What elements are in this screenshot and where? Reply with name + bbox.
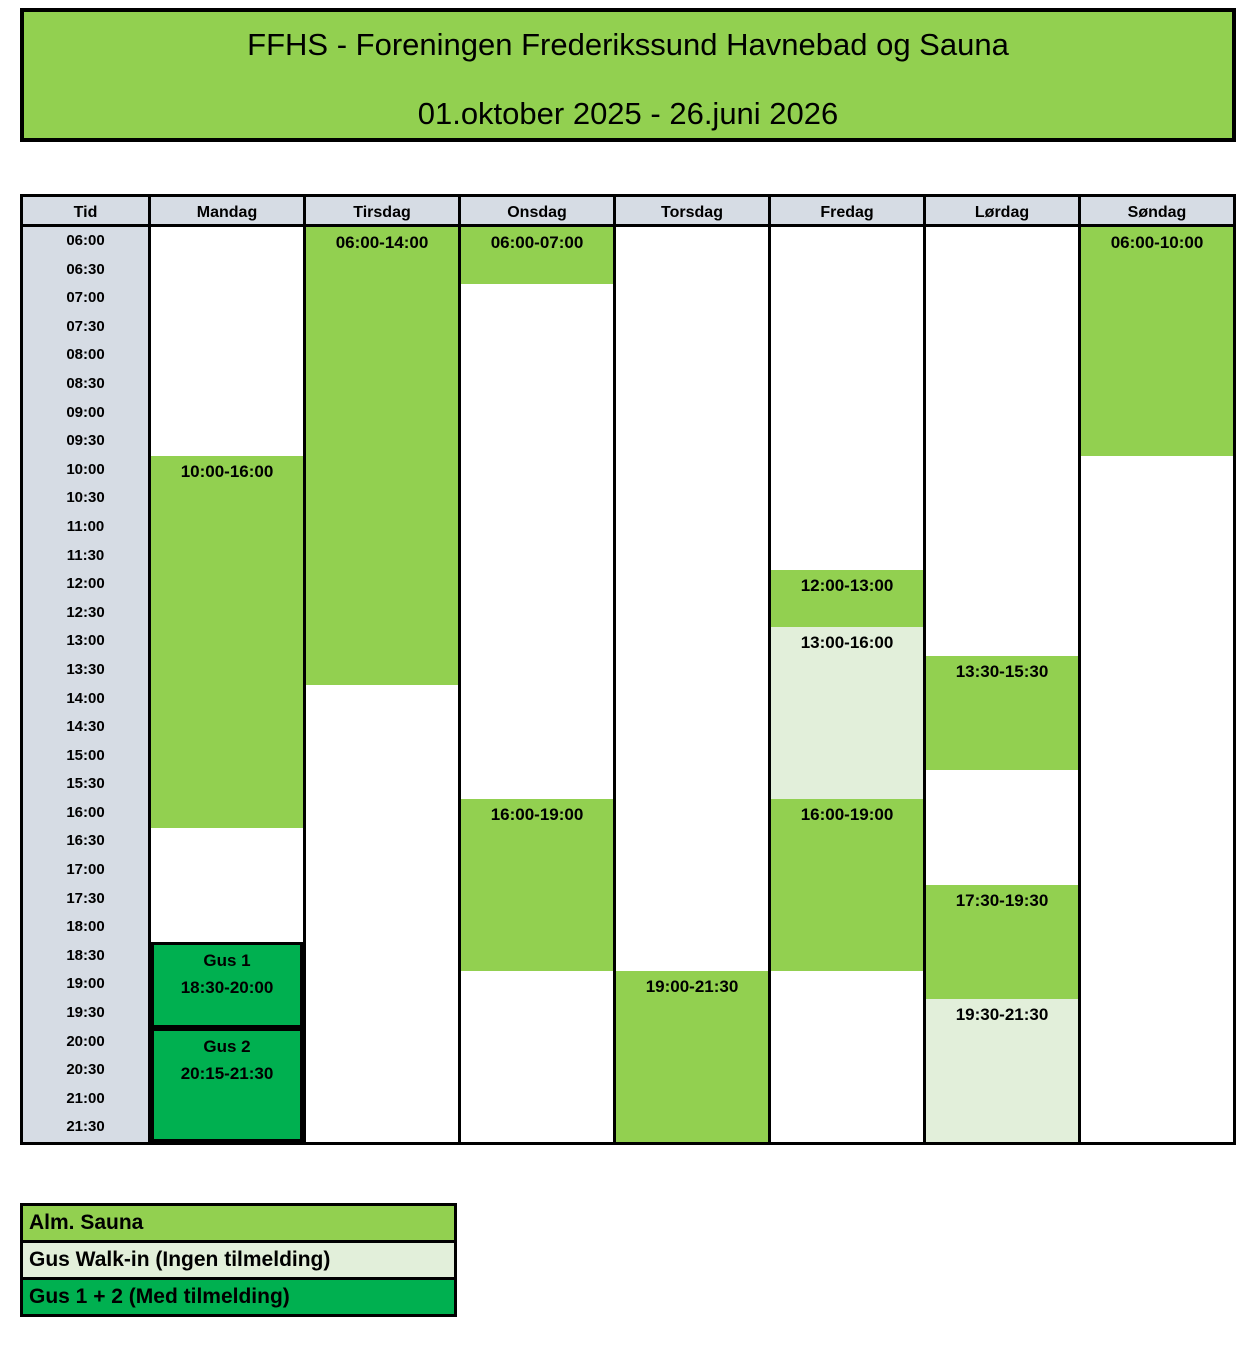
onsdag-block-06-00-07-00 (461, 227, 613, 284)
time-label: 13:00 (66, 632, 105, 650)
day-column-tirsdag (303, 227, 458, 1142)
legend-item-gus-walk-in-ingen-tilmelding: Gus Walk-in (Ingen tilmelding) (20, 1240, 457, 1280)
day-header-tirsdag: Tirsdag (303, 197, 458, 227)
day-column-sondag (1078, 227, 1233, 1142)
lordag-block-13-30-15-30 (926, 656, 1078, 770)
fredag-block-12-00-13-00 (771, 570, 923, 627)
time-label: 17:30 (66, 889, 105, 907)
time-label: 16:30 (66, 832, 105, 850)
time-label: 19:30 (66, 1004, 105, 1022)
time-label: 15:30 (66, 775, 105, 793)
fredag-block-13-00-16-00 (771, 627, 923, 799)
time-column (23, 227, 148, 1142)
day-column-torsdag (613, 227, 768, 1142)
day-header-sondag: Søndag (1078, 197, 1233, 227)
time-label: 12:30 (66, 603, 105, 621)
time-label: 13:30 (66, 660, 105, 678)
block-label: 19:00-21:30 (645, 976, 739, 996)
day-header-onsdag: Onsdag (458, 197, 613, 227)
block-label: 06:00-14:00 (335, 233, 429, 252)
time-label: 06:00 (66, 232, 105, 249)
day-column-fredag (768, 227, 923, 1142)
time-label: 08:00 (66, 346, 105, 364)
time-label: 10:00 (66, 460, 105, 478)
torsdag-block-19-00-21-30 (616, 971, 768, 1143)
block-time-label: 18:30-20:00 (180, 978, 274, 997)
time-label: 07:00 (66, 289, 105, 307)
day-column-mandag (148, 227, 303, 1142)
time-label: 18:00 (66, 918, 105, 936)
time-label: 20:00 (66, 1032, 105, 1050)
block-label: 17:30-19:30 (955, 890, 1049, 910)
block-label: 06:00-07:00 (490, 233, 584, 252)
title-banner (20, 8, 1236, 142)
day-header-lordag: Lørdag (923, 197, 1078, 227)
time-label: 15:00 (66, 746, 105, 764)
block-label: 13:00-16:00 (800, 633, 894, 653)
time-label: 11:30 (66, 546, 105, 564)
block-label: 16:00-19:00 (490, 805, 584, 824)
schedule-table (20, 194, 1236, 1145)
block-label: 10:00-16:00 (180, 461, 274, 481)
time-column-header: Tid (23, 197, 148, 227)
time-label: 19:00 (66, 975, 105, 993)
time-label: 20:30 (66, 1061, 105, 1079)
block-label: 19:30-21:30 (955, 1005, 1049, 1025)
block-time-label: 20:15-21:30 (180, 1063, 274, 1083)
time-label: 14:30 (66, 718, 105, 736)
time-label: 14:00 (66, 689, 105, 707)
date-range: 01.oktober 2025 - 26.juni 2026 (417, 96, 839, 131)
time-label: 21:30 (66, 1118, 105, 1136)
lordag-block-17-30-19-30 (926, 885, 1078, 999)
tirsdag-block-06-00-14-00 (306, 227, 458, 685)
block-label: 13:30-15:30 (955, 662, 1049, 681)
block-label: Gus 1 (203, 951, 251, 970)
day-header-fredag: Fredag (768, 197, 923, 227)
day-header-torsdag: Torsdag (613, 197, 768, 227)
page-title: FFHS - Foreningen Frederikssund Havnebad og Sauna (247, 27, 1009, 62)
day-column-lordag (923, 227, 1078, 1142)
time-label: 21:00 (66, 1089, 105, 1107)
time-label: 17:00 (66, 861, 105, 879)
time-label: 09:30 (66, 432, 105, 450)
time-label: 16:00 (66, 803, 105, 821)
legend-item-alm-sauna: Alm. Sauna (20, 1203, 457, 1243)
time-label: 08:30 (66, 374, 105, 392)
block-label: 16:00-19:00 (800, 805, 894, 824)
block-label: 06:00-10:00 (1110, 233, 1204, 252)
sondag-block-06-00-10-00 (1081, 227, 1233, 456)
time-label: 06:30 (66, 260, 105, 278)
mandag-block-10-00-16-00 (151, 456, 303, 828)
mandag-block-gus-2 (151, 1028, 303, 1142)
legend-item-gus-1-2-med-tilmelding: Gus 1 + 2 (Med tilmelding) (20, 1277, 457, 1317)
time-label: 18:30 (66, 946, 105, 964)
block-label: Gus 2 (203, 1036, 251, 1056)
day-column-onsdag (458, 227, 613, 1142)
time-label: 12:00 (66, 575, 105, 593)
onsdag-block-16-00-19-00 (461, 799, 613, 971)
time-label: 07:30 (66, 317, 105, 335)
mandag-block-gus-1 (151, 942, 303, 1028)
time-label: 11:00 (66, 517, 105, 535)
time-label: 10:30 (66, 489, 105, 507)
day-header-mandag: Mandag (148, 197, 303, 227)
lordag-block-19-30-21-30 (926, 999, 1078, 1142)
legend (20, 1203, 457, 1317)
time-label: 09:00 (66, 403, 105, 421)
fredag-block-16-00-19-00 (771, 799, 923, 971)
block-label: 12:00-13:00 (800, 576, 894, 596)
